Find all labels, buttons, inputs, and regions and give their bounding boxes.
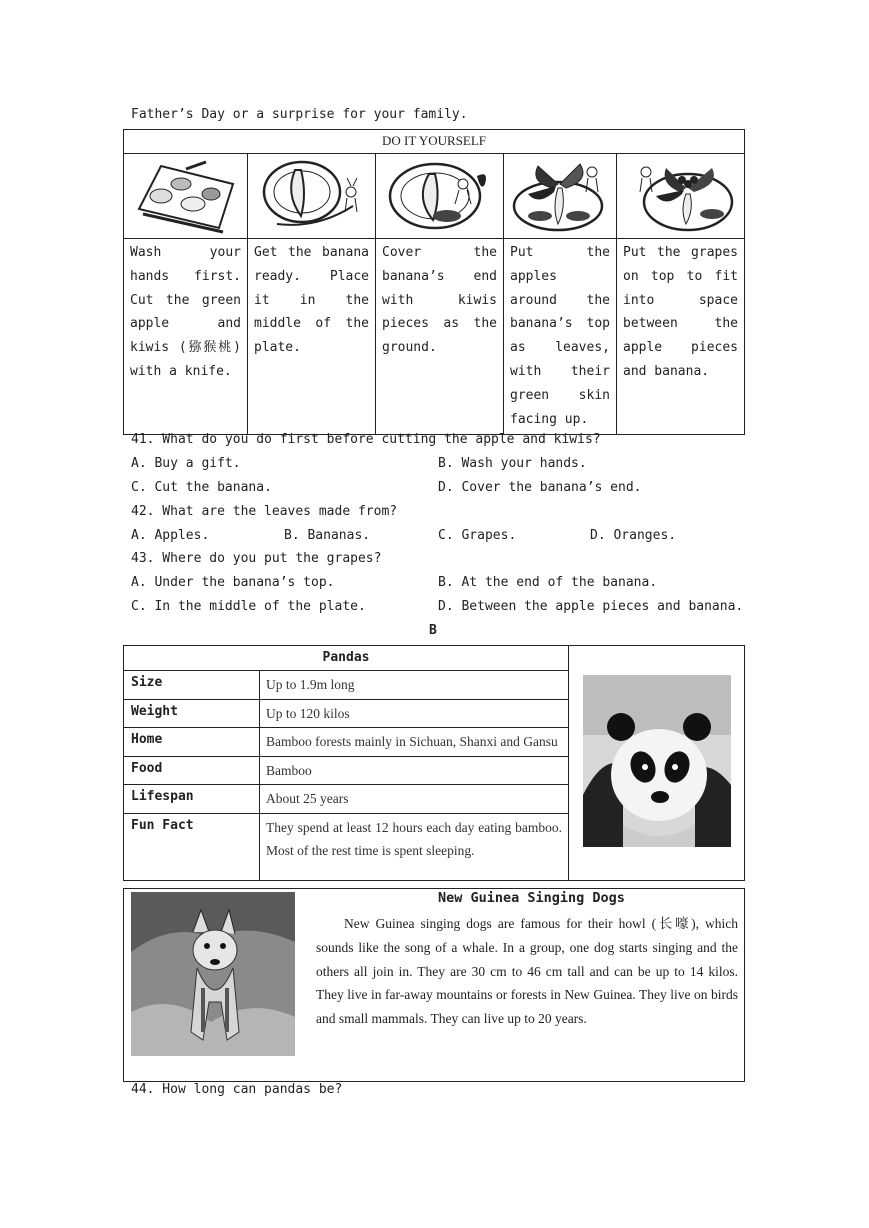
- dogs-text: [316, 912, 738, 1031]
- pandas-title: Pandas: [124, 646, 569, 671]
- kiwi-banana-plate-illustration: [385, 154, 495, 234]
- option-43-b: B. At the end of the banana.: [438, 575, 658, 590]
- label-lifespan: Lifespan: [124, 785, 260, 814]
- option-42-c: C. Grapes.: [438, 528, 517, 543]
- grapes-plate-illustration: [626, 154, 736, 234]
- value-home: Bamboo forests mainly in Sichuan, Shanxi and Gansu: [260, 728, 569, 757]
- option-41-b: B. Wash your hands.: [438, 456, 587, 471]
- option-43-c: C. In the middle of the plate.: [131, 599, 366, 614]
- label-fun-fact: Fun Fact: [124, 813, 260, 880]
- dogs-title: New Guinea Singing Dogs: [438, 890, 625, 906]
- label-food: Food: [124, 756, 260, 785]
- step-1-text: Wash your hands first. Cut the green apple and kiwis (猕猴桃) with a knife.: [124, 239, 248, 435]
- option-41-c: C. Cut the banana.: [131, 480, 272, 495]
- option-42-d: D. Oranges.: [590, 528, 677, 543]
- step-4-image: [504, 154, 617, 239]
- value-size: Up to 1.9m long: [260, 671, 569, 700]
- dog-photo-image: [131, 892, 295, 1056]
- step-5-text: Put the grapes on top to fit into space between the apple pieces and banana.: [617, 239, 745, 435]
- step-4-text: Put the apples around the banana’s top as leaves, with their green skin facing up.: [504, 239, 617, 435]
- apple-leaves-plate-illustration: [508, 154, 612, 234]
- step-5-image: [617, 154, 745, 239]
- label-size: Size: [124, 671, 260, 700]
- intro-line: Father’s Day or a surprise for your family.: [131, 107, 468, 122]
- question-42: 42. What are the leaves made from?: [131, 504, 398, 519]
- diy-title: DO IT YOURSELF: [124, 130, 745, 154]
- panda-photo-image: [583, 675, 731, 847]
- pandas-table: [123, 645, 745, 881]
- cut-fruit-plate-illustration: [131, 154, 241, 234]
- banana-on-plate-illustration: [257, 154, 367, 234]
- step-2-text: Get the banana ready. Place it in the middle of the plate.: [248, 239, 376, 435]
- value-weight: Up to 120 kilos: [260, 699, 569, 728]
- dog-photo: [131, 892, 295, 1056]
- panda-photo: [569, 646, 745, 881]
- step-1-image: [124, 154, 248, 239]
- step-2-image: [248, 154, 376, 239]
- value-fun-fact: They spend at least 12 hours each day eating bamboo. Most of the rest time is spent sleeping.: [260, 813, 569, 880]
- step-3-image: [376, 154, 504, 239]
- dogs-text-body: New Guinea singing dogs are famous for their howl (长嚎), which sounds like the song of a whale. In a group, one dog starts singing and the others all join in. They are 30 cm to 46 cm tall and can be up to 14 kilos. They live in far-away mountains or forests in New Guinea. They live on birds and small mammals. They can live up to 20 years.: [316, 916, 738, 1027]
- label-weight: Weight: [124, 699, 260, 728]
- question-41: 41. What do you do first before cutting the apple and kiwis?: [131, 432, 601, 447]
- diy-table: [123, 129, 745, 435]
- option-42-a: A. Apples.: [131, 528, 210, 543]
- option-43-d: D. Between the apple pieces and banana.: [438, 599, 744, 614]
- label-home: Home: [124, 728, 260, 757]
- value-food: Bamboo: [260, 756, 569, 785]
- question-44: 44. How long can pandas be?: [131, 1082, 343, 1097]
- option-41-a: A. Buy a gift.: [131, 456, 241, 471]
- option-43-a: A. Under the banana’s top.: [131, 575, 335, 590]
- option-42-b: B. Bananas.: [284, 528, 371, 543]
- section-b-heading: B: [429, 623, 437, 638]
- question-43: 43. Where do you put the grapes?: [131, 551, 382, 566]
- value-lifespan: About 25 years: [260, 785, 569, 814]
- step-3-text: Cover the banana’s end with kiwis pieces as the ground.: [376, 239, 504, 435]
- option-41-d: D. Cover the banana’s end.: [438, 480, 642, 495]
